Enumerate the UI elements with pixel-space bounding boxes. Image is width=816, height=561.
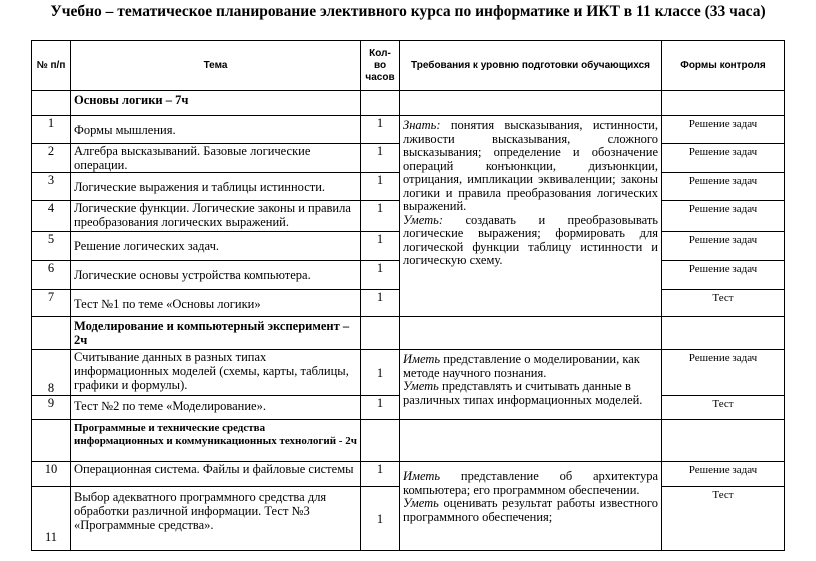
- req-know-text: понятия высказывания, истинности, лживости высказывания, сложного высказывания; определение и обозначение операций конъюнкции, дизъюнкции, отрицания, импликации эквиваленции; законы логики и правила преобразования логических выражений.: [403, 118, 658, 213]
- req-have-text: представление об архитектура компьютера; его программном обеспечении.: [403, 469, 658, 497]
- header-requirements: Требования к уровню подготовки обучающихся: [400, 41, 662, 91]
- row-count: 1: [361, 290, 400, 317]
- row-count: 1: [361, 116, 400, 144]
- row-num: 8: [32, 350, 71, 396]
- row-topic: Выбор адекватного программного средства для обработки различной информации. Тест №3 «Программные средства».: [74, 490, 327, 532]
- row-num: 9: [32, 396, 71, 420]
- requirements-cell: [400, 350, 662, 420]
- header-num: № п/п: [32, 41, 71, 91]
- row-control: Решение задач: [662, 232, 785, 261]
- row-topic: Тест №1 по теме «Основы логики»: [74, 297, 261, 311]
- row-topic: Логические функции. Логические законы и правила преобразования логических выражений.: [71, 201, 361, 232]
- row-topic: Логические основы устройства компьютера.: [74, 268, 311, 282]
- row-topic: Тест №2 по теме «Моделирование».: [74, 399, 266, 413]
- header-count: Кол-во часов: [361, 41, 400, 91]
- row-topic: Формы мышления.: [74, 123, 176, 137]
- row-num: 3: [32, 173, 71, 201]
- req-have-label: Иметь: [403, 469, 441, 483]
- req-can-text: создавать и преобразовывать логические выражения; формировать для логической функции таблицу истинности и логическую схему.: [403, 212, 658, 267]
- req-can-text: представлять и считывать данные в различных типах информационных моделей.: [403, 379, 643, 407]
- row-topic: Считывание данных в разных типах информационных моделей (схемы, карты, таблицы, графики и формулы).: [71, 350, 361, 396]
- row-num: 5: [32, 232, 71, 261]
- table-row: [32, 116, 785, 144]
- row-control: Решение задач: [662, 173, 785, 201]
- row-num: 4: [32, 201, 71, 232]
- table-row: [32, 462, 785, 487]
- req-can-label: Уметь:: [403, 212, 444, 227]
- row-num: 6: [32, 261, 71, 290]
- header-row: [32, 41, 785, 91]
- req-know-label: Знать:: [403, 118, 441, 132]
- row-topic: Алгебра высказываний. Базовые логические операции.: [71, 144, 361, 173]
- req-can-label: Уметь: [403, 496, 439, 510]
- row-num: 1: [32, 116, 71, 144]
- req-have-text: представление о моделировании, как методе научного познания.: [403, 352, 640, 380]
- row-count: 1: [361, 261, 400, 290]
- header-control: Формы контроля: [662, 41, 785, 91]
- planning-table: [31, 40, 785, 551]
- requirements-cell: [400, 116, 662, 317]
- row-count: 1: [361, 350, 400, 396]
- section-title: Программные и технические средства информационных и коммуникационных технологий - 2ч: [71, 420, 361, 462]
- row-control: Решение задач: [662, 350, 785, 396]
- row-num: 7: [32, 290, 71, 317]
- requirements-cell: [400, 462, 662, 551]
- req-have-label: Иметь: [403, 352, 441, 366]
- row-count: 1: [361, 144, 400, 173]
- section-title: Моделирование и компьютерный эксперимент – 2ч: [71, 317, 361, 350]
- row-topic: Логические выражения и таблицы истинности.: [74, 180, 326, 194]
- section-row: [32, 317, 785, 350]
- section-row: [32, 420, 785, 462]
- row-count: 1: [361, 201, 400, 232]
- row-control: Решение задач: [662, 116, 785, 144]
- section-row: [32, 91, 785, 116]
- row-count: 1: [361, 232, 400, 261]
- row-num: 10: [32, 462, 71, 487]
- table-row: [32, 350, 785, 396]
- row-control: Тест: [662, 487, 785, 551]
- row-count: 1: [361, 462, 400, 487]
- row-num: 2: [32, 144, 71, 173]
- row-control: Решение задач: [662, 462, 785, 487]
- row-control: Тест: [662, 396, 785, 420]
- row-control: Тест: [662, 290, 785, 317]
- page-title: Учебно – тематическое планирование элективного курса по информатике и ИКТ в 11 классе (33 часа): [50, 3, 766, 20]
- row-control: Решение задач: [662, 261, 785, 290]
- section-title: Основы логики – 7ч: [71, 91, 361, 116]
- row-num: 11: [32, 487, 71, 551]
- row-control: Решение задач: [662, 201, 785, 232]
- header-topic: Тема: [71, 41, 361, 91]
- row-count: 1: [361, 396, 400, 420]
- row-topic: Решение логических задач.: [74, 239, 220, 253]
- row-count: 1: [361, 487, 400, 551]
- req-can-text: оценивать результат работы известного программного обеспечения;: [403, 496, 658, 524]
- row-control: Решение задач: [662, 144, 785, 173]
- req-can-label: Уметь: [403, 379, 439, 393]
- row-count: 1: [361, 173, 400, 201]
- row-topic: Операционная система. Файлы и файловые системы: [71, 462, 361, 487]
